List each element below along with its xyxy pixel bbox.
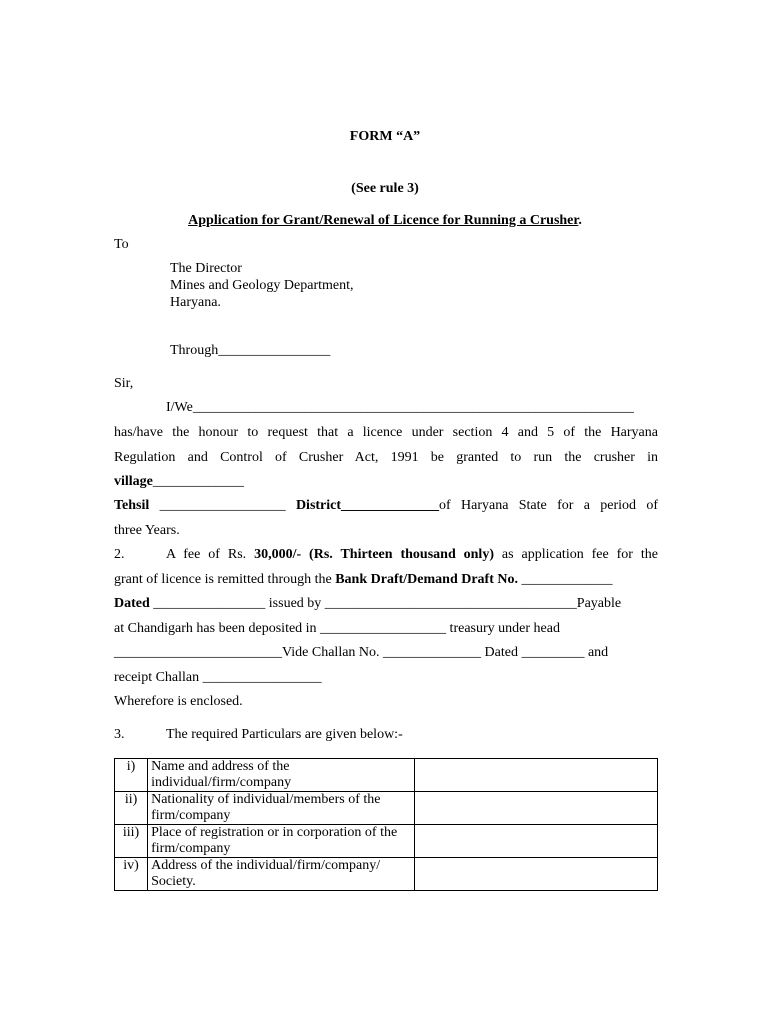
table-row — [115, 858, 658, 891]
form-title: FORM “A” — [349, 129, 421, 144]
dated-issued-line: Dated ________________ issued by ____________________________________Payable — [114, 596, 622, 611]
application-title: Application for Grant/Renewal of Licence for Running a Crusher. — [188, 213, 582, 228]
table-row — [115, 792, 658, 825]
row-value[interactable] — [415, 792, 658, 825]
challan-line: ________________________Vide Challan No. ______________ Dated _________ and — [114, 645, 609, 660]
addressee-line-3: Haryana. — [170, 295, 221, 310]
row-description: Nationality of individual/members of the firm/company — [148, 792, 415, 825]
particulars-table — [114, 758, 658, 891]
village-field: village_____________ — [114, 474, 244, 489]
row-value[interactable] — [415, 825, 658, 858]
addressee-line-1: The Director — [170, 261, 242, 276]
row-value[interactable] — [415, 858, 658, 891]
treasury-line: at Chandigarh has been deposited in __________________ treasury under head — [114, 621, 560, 636]
applicant-name-field: I/We_______________________________________________________________ — [166, 400, 634, 415]
receipt-challan-line: receipt Challan _________________ — [114, 670, 322, 685]
row-description: Name and address of the individual/firm/company — [148, 759, 415, 792]
enclosed-line: Wherefore is enclosed. — [114, 694, 243, 709]
table-row — [115, 825, 658, 858]
para2-number: 2. — [114, 547, 125, 562]
addressee-line-2: Mines and Geology Department, — [170, 278, 354, 293]
row-number: ii) — [115, 792, 148, 825]
tehsil-district-line: Tehsil __________________ District______________of Haryana State for a period of — [114, 498, 658, 513]
row-number: iii) — [115, 825, 148, 858]
to-label: To — [114, 237, 129, 252]
rule-reference: (See rule 3) — [351, 181, 419, 196]
para1-line-2: Regulation and Control of Crusher Act, 1991 be granted to run the crusher in — [114, 450, 658, 465]
para3-text: The required Particulars are given below:- — [166, 727, 403, 742]
table-row — [115, 759, 658, 792]
row-number: i) — [115, 759, 148, 792]
salutation: Sir, — [114, 376, 134, 391]
row-number: iv) — [115, 858, 148, 891]
row-value[interactable] — [415, 759, 658, 792]
row-description: Address of the individual/firm/company/ Society. — [148, 858, 415, 891]
para3-number: 3. — [114, 727, 125, 742]
row-description: Place of registration or in corporation of the firm/company — [148, 825, 415, 858]
para1-line-1: has/have the honour to request that a licence under section 4 and 5 of the Haryana — [114, 425, 658, 440]
draft-line: grant of licence is remitted through the Bank Draft/Demand Draft No. _____________ — [114, 572, 613, 587]
fee-line: A fee of Rs. 30,000/- (Rs. Thirteen thousand only) as application fee for the — [166, 547, 658, 562]
period-line: three Years. — [114, 523, 180, 538]
through-field: Through________________ — [170, 343, 331, 358]
